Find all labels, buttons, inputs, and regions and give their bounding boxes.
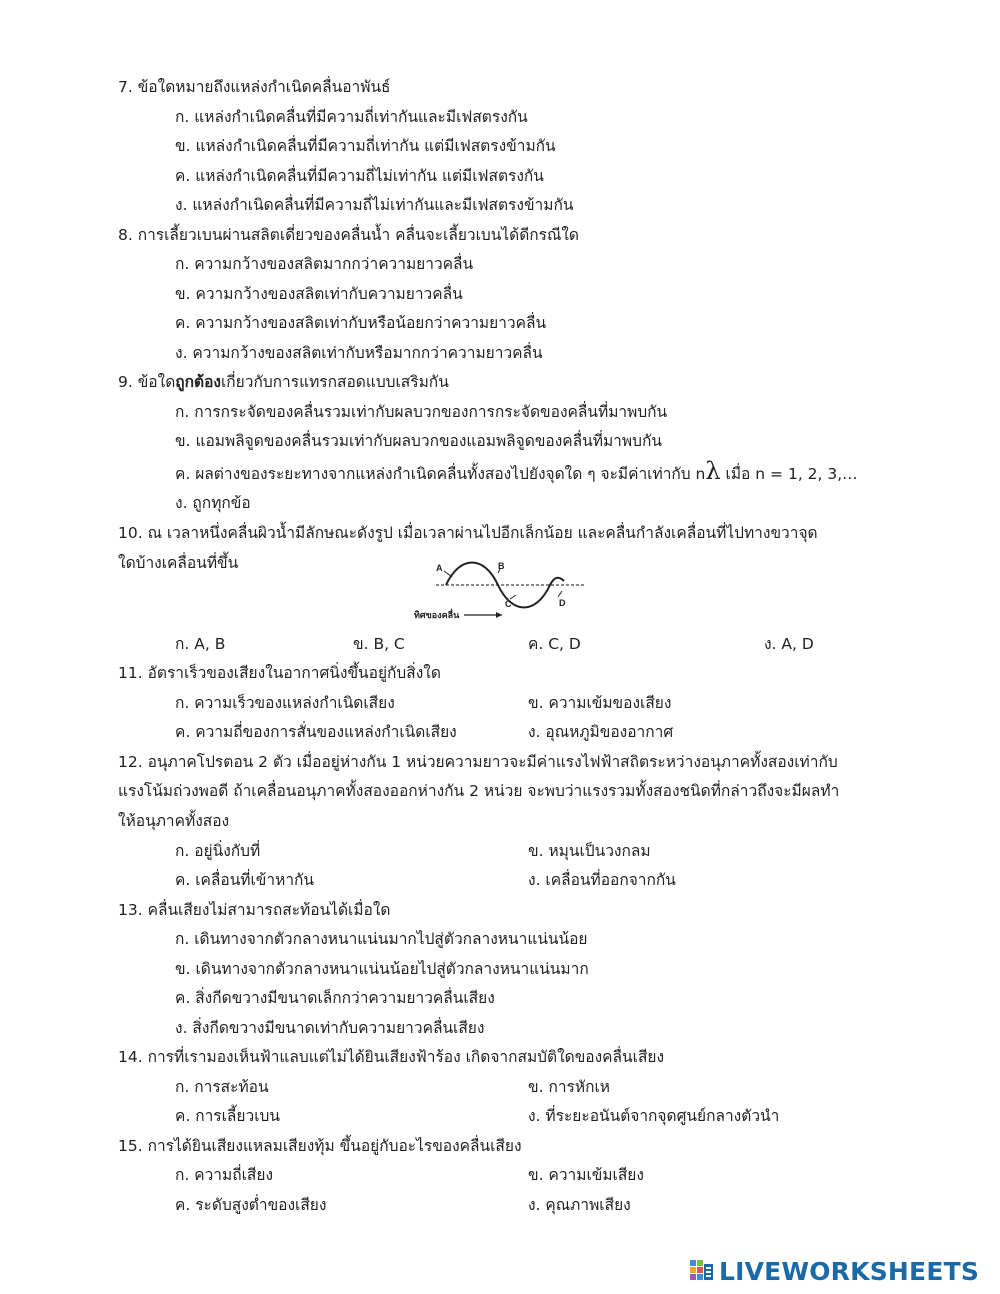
question-13-text: 13. คลื่นเสียงไม่สามารถสะท้อนได้เมื่อใด — [118, 901, 391, 919]
question-12-text-line2: แรงโน้มถ่วงพอดี ถ้าเคลื่อนอนุภาคทั้งสองออกห่างกัน 2 หน่วย จะพบว่าแรงรวมทั้งสองชนิดที่กล่าวถึงจะมีผลทำ — [118, 782, 840, 800]
q15-option-d[interactable]: ง. คุณภาพเสียง — [528, 1196, 631, 1214]
q14-option-b[interactable]: ข. การหักเห — [528, 1078, 610, 1096]
question-8-text: 8. การเลี้ยวเบนผ่านสลิตเดี่ยวของคลื่นน้ำ คลื่นจะเลี้ยวเบนได้ดีกรณีใด — [118, 226, 579, 244]
q7-option-a[interactable]: ก. แหล่งกำเนิดคลื่นที่มีความถี่เท่ากันและมีเฟสตรงกัน — [175, 108, 528, 126]
q7-option-d[interactable]: ง. แหล่งกำเนิดคลื่นที่มีความถี่ไม่เท่ากันและมีเฟสตรงข้ามกัน — [175, 196, 574, 214]
q11-option-b[interactable]: ข. ความเข้มของเสียง — [528, 694, 672, 712]
question-15-text: 15. การได้ยินเสียงแหลมเสียงทุ้ม ขึ้นอยู่กับอะไรของคลื่นเสียง — [118, 1137, 522, 1155]
q15-option-a[interactable]: ก. ความถี่เสียง — [175, 1166, 274, 1184]
q13-option-a[interactable]: ก. เดินทางจากตัวกลางหนาแน่นมากไปสู่ตัวกลางหนาแน่นน้อย — [175, 930, 588, 948]
q8-option-c[interactable]: ค. ความกว้างของสลิตเท่ากับหรือน้อยกว่าความยาวคลื่น — [175, 314, 547, 332]
question-9-text: 9. ข้อใดถูกต้องเกี่ยวกับการแทรกสอดแบบเสริมกัน — [118, 373, 449, 391]
q14-option-c[interactable]: ค. การเลี้ยวเบน — [175, 1107, 280, 1125]
direction-arrowhead — [496, 612, 502, 618]
q14-option-d[interactable]: ง. ที่ระยะอนันต์จากจุดศูนย์กลางตัวนำ — [528, 1107, 780, 1125]
q14-option-a[interactable]: ก. การสะท้อน — [175, 1078, 269, 1096]
question-10-text-line1: 10. ณ เวลาหนึ่งคลื่นผิวน้ำมีลักษณะดังรูป เมื่อเวลาผ่านไปอีกเล็กน้อย และคลื่นกำลังเคลื่อนที่ไปทางขวาจุด — [118, 524, 818, 542]
wave-diagram — [412, 553, 584, 623]
pointer-a — [444, 571, 452, 577]
question-12-text-line3: ให้อนุภาคทั้งสอง — [118, 812, 230, 830]
question-12-text-line1: 12. อนุภาคโปรตอน 2 ตัว เมื่ออยู่ห่างกัน 1 หน่วยความยาวจะมีค่าแรงไฟฟ้าสถิตระหว่างอนุภาคทั้งสองเท่ากับ — [118, 753, 838, 771]
question-7-text: 7. ข้อใดหมายถึงแหล่งกำเนิดคลื่นอาพันธ์ — [118, 78, 391, 96]
q15-option-b[interactable]: ข. ความเข้มเสียง — [528, 1166, 644, 1184]
q15-option-c[interactable]: ค. ระดับสูงต่ำของเสียง — [175, 1196, 327, 1214]
q7-option-b[interactable]: ข. แหล่งกำเนิดคลื่นที่มีความถี่เท่ากัน แต่มีเฟสตรงข้ามกัน — [175, 137, 556, 155]
q10-option-c[interactable]: ค. C, D — [528, 635, 581, 653]
question-11-text: 11. อัตราเร็วของเสียงในอากาศนิ่งขึ้นอยู่กับสิ่งใด — [118, 664, 441, 682]
q11-option-a[interactable]: ก. ความเร็วของแหล่งกำเนิดเสียง — [175, 694, 395, 712]
q8-option-b[interactable]: ข. ความกว้างของสลิตเท่ากับความยาวคลื่น — [175, 285, 463, 303]
pointer-d — [558, 591, 562, 597]
q10-option-a[interactable]: ก. A, B — [175, 635, 226, 653]
q9-option-c[interactable]: ค. ผลต่างของระยะทางจากแหล่งกำเนิดคลื่นทั้งสองไปยังจุดใด ๆ จะมีค่าเท่ากับ nλ เมื่อ n = 1, 2, 3,… — [175, 457, 858, 485]
q10-option-b[interactable]: ข. B, C — [353, 635, 405, 653]
question-10-text-line2: ใดบ้างเคลื่อนที่ขึ้น — [118, 554, 239, 572]
q12-option-a[interactable]: ก. อยู่นิ่งกับที่ — [175, 842, 261, 860]
logo-text: LIVEWORKSHEETS — [719, 1257, 980, 1286]
q13-option-c[interactable]: ค. สิ่งกีดขวางมีขนาดเล็กกว่าความยาวคลื่นเสียง — [175, 989, 495, 1007]
q13-option-b[interactable]: ข. เดินทางจากตัวกลางหนาแน่นน้อยไปสู่ตัวกลางหนาแน่นมาก — [175, 960, 589, 978]
question-14-text: 14. การที่เรามองเห็นฟ้าแลบแต่ไม่ได้ยินเสียงฟ้าร้อง เกิดจากสมบัติใดของคลื่นเสียง — [118, 1048, 665, 1066]
q7-option-c[interactable]: ค. แหล่งกำเนิดคลื่นที่มีความถี่ไม่เท่ากัน แต่มีเฟสตรงกัน — [175, 167, 544, 185]
q9-option-a[interactable]: ก. การกระจัดของคลื่นรวมเท่ากับผลบวกของการกระจัดของคลื่นที่มาพบกัน — [175, 403, 668, 421]
point-c-label: C — [505, 599, 512, 609]
wave-direction-label: ทิศของคลื่น — [414, 611, 460, 621]
point-a-label: A — [436, 563, 443, 573]
q8-option-a[interactable]: ก. ความกว้างของสลิตมากกว่าความยาวคลื่น — [175, 255, 474, 273]
q11-option-d[interactable]: ง. อุณหภูมิของอากาศ — [528, 723, 674, 741]
q12-option-b[interactable]: ข. หมุนเป็นวงกลม — [528, 842, 651, 860]
logo-grid-icon — [690, 1260, 716, 1286]
point-d-label: D — [559, 598, 566, 608]
q8-option-d[interactable]: ง. ความกว้างของสลิตเท่ากับหรือมากกว่าความยาวคลื่น — [175, 344, 543, 362]
q12-option-d[interactable]: ง. เคลื่อนที่ออกจากกัน — [528, 871, 676, 889]
q9-option-b[interactable]: ข. แอมพลิจูดของคลื่นรวมเท่ากับผลบวกของแอมพลิจูดของคลื่นที่มาพบกัน — [175, 432, 662, 450]
emphasis-correct: ถูกต้อง — [175, 373, 221, 391]
lambda-symbol: λ — [705, 457, 721, 485]
q12-option-c[interactable]: ค. เคลื่อนที่เข้าหากัน — [175, 871, 315, 889]
q10-option-d[interactable]: ง. A, D — [764, 635, 814, 653]
point-b-label: B — [498, 561, 505, 571]
q11-option-c[interactable]: ค. ความถี่ของการสั่นของแหล่งกำเนิดเสียง — [175, 723, 457, 741]
q9-option-d[interactable]: ง. ถูกทุกข้อ — [175, 494, 251, 512]
q13-option-d[interactable]: ง. สิ่งกีดขวางมีขนาดเท่ากับความยาวคลื่นเสียง — [175, 1019, 485, 1037]
